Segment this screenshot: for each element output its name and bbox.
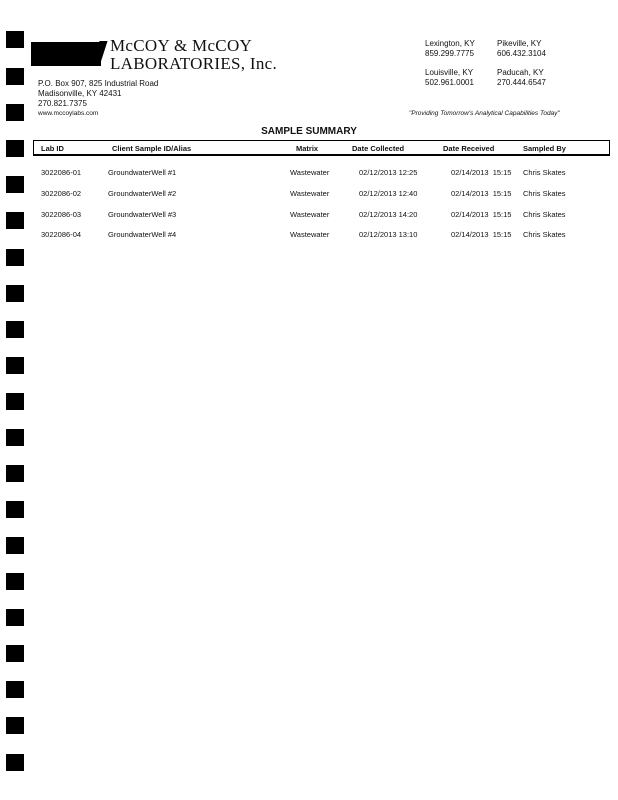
- cell-client-sample: GroundwaterWell #1: [108, 168, 177, 177]
- cell-sampled-by: Chris Skates: [523, 189, 566, 198]
- report-title: SAMPLE SUMMARY: [261, 126, 357, 137]
- cell-client-sample: GroundwaterWell #3: [108, 210, 177, 219]
- column-header-sampled-by: Sampled By: [523, 144, 566, 153]
- cell-date-received: 02/14/2013 15:15: [451, 168, 512, 177]
- cell-date-collected: 02/12/2013 13:10: [359, 230, 418, 239]
- office-phone: 270.444.6547: [497, 78, 546, 87]
- office-louisville: [425, 68, 474, 88]
- binder-hole-mark: [6, 140, 24, 157]
- cell-matrix: Wastewater: [290, 230, 330, 239]
- cell-sampled-by: Chris Skates: [523, 210, 566, 219]
- cell-client-sample: GroundwaterWell #4: [108, 230, 177, 239]
- binder-hole-mark: [6, 212, 24, 229]
- company-address: [38, 79, 158, 109]
- cell-client-sample: GroundwaterWell #2: [108, 189, 177, 198]
- office-paducah: [497, 68, 546, 88]
- binder-hole-mark: [6, 285, 24, 302]
- binder-hole-mark: [6, 393, 24, 410]
- company-tagline: "Providing Tomorrow's Analytical Capabilities Today": [409, 110, 560, 117]
- binder-hole-mark: [6, 537, 24, 554]
- column-header-date-collected: Date Collected: [352, 144, 405, 153]
- binder-hole-mark: [6, 717, 24, 734]
- office-city: Paducah, KY: [497, 68, 544, 77]
- binder-hole-mark: [6, 357, 24, 374]
- cell-lab-id: 3022086-04: [41, 230, 82, 239]
- address-line2: Madisonville, KY 42431: [38, 89, 122, 98]
- office-city: Louisville, KY: [425, 68, 474, 77]
- cell-sampled-by: Chris Skates: [523, 168, 566, 177]
- cell-date-received: 02/14/2013 15:15: [451, 210, 512, 219]
- company-name: [110, 37, 277, 72]
- address-line1: P.O. Box 907, 825 Industrial Road: [38, 79, 159, 88]
- office-lexington: [425, 39, 475, 59]
- binder-hole-mark: [6, 465, 24, 482]
- binder-hole-mark: [6, 249, 24, 266]
- binder-hole-mark: [6, 31, 24, 48]
- cell-matrix: Wastewater: [290, 210, 330, 219]
- column-header-client-sample: Client Sample ID/Alias: [112, 144, 192, 153]
- column-header-lab-id: Lab ID: [41, 144, 64, 153]
- binder-hole-mark: [6, 645, 24, 662]
- company-website: www.mccoylabs.com: [38, 110, 99, 117]
- binder-hole-mark: [6, 754, 24, 771]
- cell-sampled-by: Chris Skates: [523, 230, 566, 239]
- office-city: Lexington, KY: [425, 39, 475, 48]
- company-phone: 270.821.7375: [38, 99, 87, 108]
- office-phone: 502.961.0001: [425, 78, 474, 87]
- company-name-line1: McCOY & McCOY: [110, 36, 253, 55]
- cell-date-collected: 02/12/2013 12:40: [359, 189, 418, 198]
- binder-hole-mark: [6, 321, 24, 338]
- office-phone: 859.299.7775: [425, 49, 474, 58]
- office-city: Pikeville, KY: [497, 39, 542, 48]
- cell-date-collected: 02/12/2013 12:25: [359, 168, 418, 177]
- column-header-date-received: Date Received: [443, 144, 495, 153]
- binder-hole-mark: [6, 609, 24, 626]
- column-header-matrix: Matrix: [296, 144, 319, 153]
- binder-hole-mark: [6, 573, 24, 590]
- binder-hole-mark: [6, 176, 24, 193]
- binder-hole-mark: [6, 104, 24, 121]
- binder-hole-mark: [6, 429, 24, 446]
- cell-date-received: 02/14/2013 15:15: [451, 230, 512, 239]
- office-phone: 606.432.3104: [497, 49, 546, 58]
- cell-lab-id: 3022086-01: [41, 168, 82, 177]
- company-logo-mark: [31, 42, 101, 66]
- cell-lab-id: 3022086-03: [41, 210, 82, 219]
- office-pikeville: [497, 39, 546, 59]
- cell-matrix: Wastewater: [290, 189, 330, 198]
- cell-date-received: 02/14/2013 15:15: [451, 189, 512, 198]
- cell-lab-id: 3022086-02: [41, 189, 82, 198]
- company-name-line2: LABORATORIES, Inc.: [110, 54, 278, 73]
- binder-hole-mark: [6, 501, 24, 518]
- cell-date-collected: 02/12/2013 14:20: [359, 210, 418, 219]
- binder-hole-mark: [6, 68, 24, 85]
- cell-matrix: Wastewater: [290, 168, 330, 177]
- binder-hole-mark: [6, 681, 24, 698]
